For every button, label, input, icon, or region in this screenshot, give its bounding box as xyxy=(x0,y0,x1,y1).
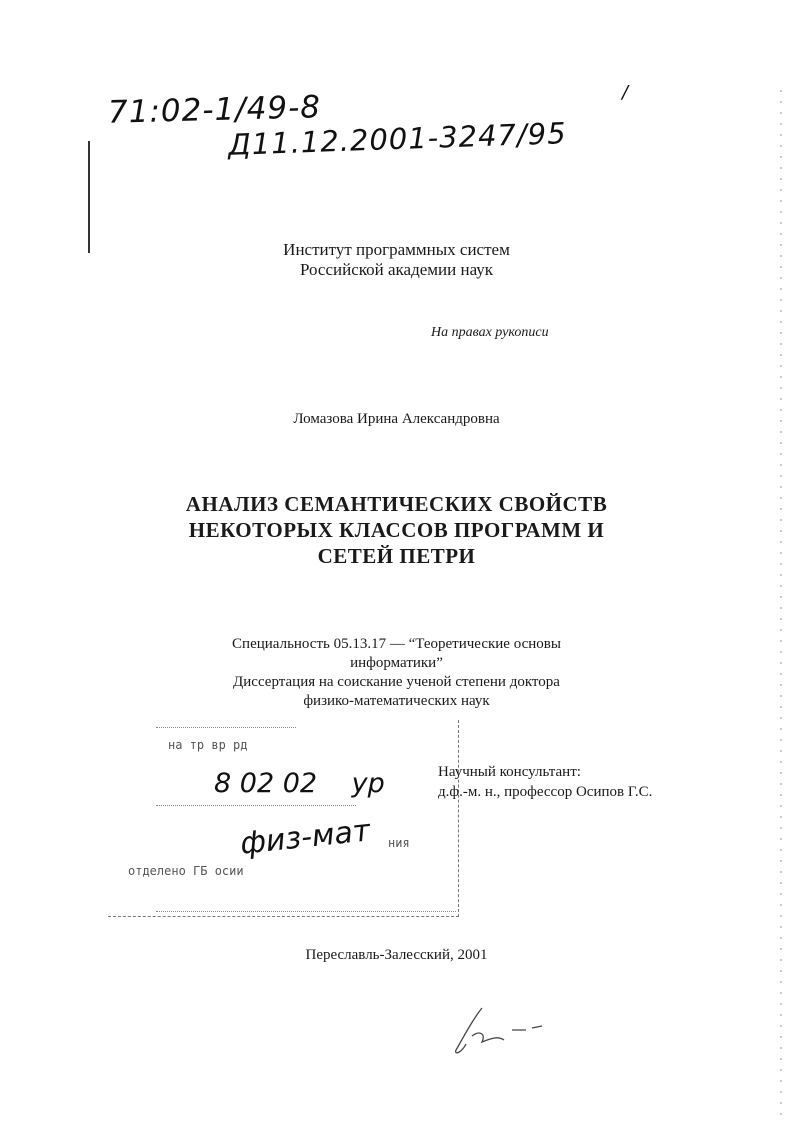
specialty-block xyxy=(0,635,793,711)
stamp-rule xyxy=(156,726,296,728)
specialty-line-4: физико-математических наук xyxy=(303,693,490,709)
specialty-line-3: Диссертация на соискание ученой степени доктора xyxy=(233,674,560,690)
consultant-block xyxy=(438,762,652,802)
stamp-initials: ур xyxy=(351,768,385,799)
dissertation-title xyxy=(0,491,793,569)
stamp-faint-line-2: ния xyxy=(388,836,410,850)
stamp-faint-line-3: отделено ГБ осии xyxy=(128,864,244,878)
margin-rule xyxy=(88,141,90,253)
institute-block xyxy=(0,240,793,280)
title-line-3: СЕТЕЙ ПЕТРИ xyxy=(317,544,476,568)
stamp-rule xyxy=(156,910,456,912)
handwritten-catalog-code: 71:02-1/49-8 xyxy=(107,89,322,131)
corner-mark: / xyxy=(622,82,629,103)
city-year: Переславль-Залесский, 2001 xyxy=(305,947,488,963)
author-name: Ломазова Ирина Александровна xyxy=(293,411,500,427)
stamp-date xyxy=(214,768,385,799)
rights-note: На правах рукописи xyxy=(431,325,549,340)
handwritten-registration-number: Д11.12.2001-3247/95 xyxy=(227,116,568,162)
specialty-line-1: Специальность 05.13.17 — “Теоретические основы xyxy=(232,636,561,652)
institute-line-2: Российской академии наук xyxy=(299,260,494,279)
stamp-faint-line-1: на тр вр рд xyxy=(168,738,248,752)
consultant-label: Научный консультант: xyxy=(438,764,581,780)
library-stamp xyxy=(108,720,459,917)
title-line-2: НЕКОТОРЫХ КЛАССОВ ПРОГРАММ И xyxy=(188,518,605,542)
title-line-1: АНАЛИЗ СЕМАНТИЧЕСКИХ СВОЙСТВ xyxy=(185,492,608,516)
stamp-department: физ-мат xyxy=(238,813,372,862)
institute-line-1: Институт программных систем xyxy=(283,240,510,259)
scan-edge-noise xyxy=(778,90,784,1120)
consultant-name: д.ф.-м. н., профессор Осипов Г.С. xyxy=(438,784,653,800)
stamp-rule xyxy=(156,804,356,806)
specialty-line-2: информатики” xyxy=(350,655,443,671)
stamp-date-value: 8 02 02 xyxy=(214,768,318,799)
signature-scribble xyxy=(452,1000,572,1060)
